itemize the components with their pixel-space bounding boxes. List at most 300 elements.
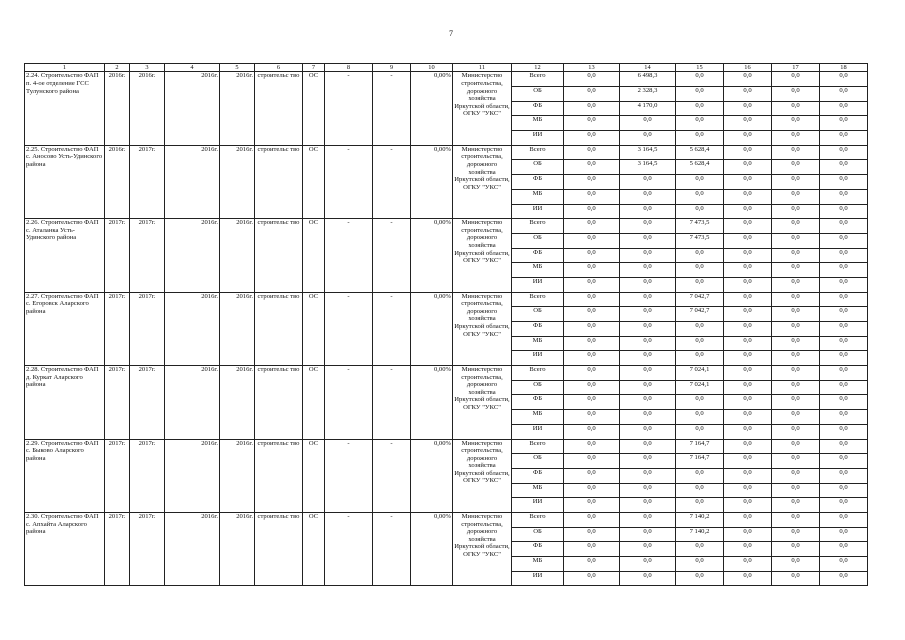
- funding-source: Всего: [512, 292, 564, 307]
- amount-cell: 0,0: [620, 527, 676, 542]
- amount-cell: 0,0: [724, 454, 772, 469]
- work-type: строительс тво: [255, 366, 303, 439]
- amount-cell: 0,0: [724, 263, 772, 278]
- readiness-percent: 0,00%: [411, 439, 453, 512]
- column-number-8: 8: [325, 64, 373, 72]
- amount-cell: 0,0: [772, 87, 820, 102]
- end-year: 2017г.: [130, 145, 165, 218]
- amount-cell: 6 498,3: [620, 72, 676, 87]
- amount-cell: 0,0: [676, 204, 724, 219]
- period-start: 2016г.: [165, 145, 220, 218]
- work-type: строительс тво: [255, 72, 303, 145]
- funding-source: ОБ: [512, 527, 564, 542]
- amount-cell: 0,0: [820, 145, 868, 160]
- funding-source: ФБ: [512, 468, 564, 483]
- amount-cell: 0,0: [620, 483, 676, 498]
- funding-source: ОБ: [512, 307, 564, 322]
- amount-cell: 0,0: [724, 101, 772, 116]
- amount-cell: 0,0: [620, 454, 676, 469]
- amount-cell: 0,0: [724, 351, 772, 366]
- amount-cell: 0,0: [772, 72, 820, 87]
- funding-source: ОБ: [512, 87, 564, 102]
- amount-cell: 0,0: [820, 292, 868, 307]
- period-start: 2016г.: [165, 72, 220, 145]
- amount-cell: 0,0: [724, 233, 772, 248]
- start-year: 2016г.: [105, 145, 130, 218]
- amount-cell: 0,0: [772, 189, 820, 204]
- end-year: 2017г.: [130, 219, 165, 292]
- amount-cell: 0,0: [820, 557, 868, 572]
- amount-cell: 0,0: [620, 175, 676, 190]
- start-year: 2017г.: [105, 292, 130, 365]
- amount-cell: 0,0: [564, 557, 620, 572]
- amount-cell: 0,0: [820, 219, 868, 234]
- amount-cell: 5 628,4: [676, 160, 724, 175]
- amount-cell: 0,0: [564, 233, 620, 248]
- amount-cell: 0,0: [564, 424, 620, 439]
- amount-cell: 0,0: [724, 395, 772, 410]
- executor: Министерство строительства, дорожного хозяйства Иркутской области, ОГКУ "УКС": [453, 219, 512, 292]
- program-table: [24, 63, 868, 586]
- amount-cell: 0,0: [820, 512, 868, 527]
- amount-cell: 0,0: [820, 248, 868, 263]
- amount-cell: 2 328,3: [620, 87, 676, 102]
- object-status: ОС: [303, 439, 325, 512]
- amount-cell: 0,0: [772, 307, 820, 322]
- amount-cell: 0,0: [772, 424, 820, 439]
- period-start: 2016г.: [165, 219, 220, 292]
- amount-cell: 0,0: [820, 571, 868, 586]
- table-row: [25, 512, 868, 527]
- amount-cell: 0,0: [820, 131, 868, 146]
- amount-cell: 0,0: [620, 263, 676, 278]
- amount-cell: 0,0: [772, 263, 820, 278]
- cell-col9: -: [373, 145, 411, 218]
- period-start: 2016г.: [165, 439, 220, 512]
- funding-source: ОБ: [512, 160, 564, 175]
- amount-cell: 0,0: [676, 277, 724, 292]
- amount-cell: 0,0: [820, 351, 868, 366]
- amount-cell: 0,0: [820, 483, 868, 498]
- amount-cell: 0,0: [772, 101, 820, 116]
- amount-cell: 0,0: [620, 571, 676, 586]
- amount-cell: 7 164,7: [676, 454, 724, 469]
- amount-cell: 0,0: [676, 189, 724, 204]
- funding-source: ИИ: [512, 204, 564, 219]
- table-row: [25, 72, 868, 87]
- funding-source: Всего: [512, 439, 564, 454]
- column-number-14: 14: [620, 64, 676, 72]
- funding-source: ИИ: [512, 351, 564, 366]
- amount-cell: 0,0: [676, 351, 724, 366]
- amount-cell: 0,0: [820, 468, 868, 483]
- funding-source: ОБ: [512, 454, 564, 469]
- amount-cell: 0,0: [676, 557, 724, 572]
- project-name: 2.27. Строительство ФАП с. Егоровск Аларского района: [25, 292, 105, 365]
- amount-cell: 0,0: [724, 248, 772, 263]
- column-number-row: [25, 64, 868, 72]
- amount-cell: 0,0: [820, 307, 868, 322]
- amount-cell: 0,0: [772, 160, 820, 175]
- amount-cell: 0,0: [772, 131, 820, 146]
- cell-col9: -: [373, 72, 411, 145]
- amount-cell: 0,0: [620, 512, 676, 527]
- amount-cell: 0,0: [820, 87, 868, 102]
- cell-col8: -: [325, 366, 373, 439]
- amount-cell: 0,0: [820, 366, 868, 381]
- amount-cell: 0,0: [820, 527, 868, 542]
- amount-cell: 0,0: [820, 380, 868, 395]
- amount-cell: 0,0: [724, 160, 772, 175]
- amount-cell: 0,0: [820, 233, 868, 248]
- amount-cell: 0,0: [620, 248, 676, 263]
- funding-source: Всего: [512, 512, 564, 527]
- amount-cell: 0,0: [724, 292, 772, 307]
- amount-cell: 0,0: [620, 468, 676, 483]
- amount-cell: 0,0: [620, 292, 676, 307]
- amount-cell: 0,0: [620, 351, 676, 366]
- amount-cell: 0,0: [772, 454, 820, 469]
- amount-cell: 7 140,2: [676, 512, 724, 527]
- funding-source: Всего: [512, 145, 564, 160]
- cell-col8: -: [325, 512, 373, 585]
- funding-source: ОБ: [512, 233, 564, 248]
- funding-source: МБ: [512, 189, 564, 204]
- amount-cell: 0,0: [676, 336, 724, 351]
- column-number-7: 7: [303, 64, 325, 72]
- amount-cell: 0,0: [772, 410, 820, 425]
- amount-cell: 7 024,1: [676, 366, 724, 381]
- cell-col9: -: [373, 366, 411, 439]
- funding-source: ИИ: [512, 277, 564, 292]
- amount-cell: 0,0: [820, 160, 868, 175]
- project-name: 2.30. Строительство ФАП с. Апхайта Аларского района: [25, 512, 105, 585]
- amount-cell: 0,0: [620, 542, 676, 557]
- amount-cell: 0,0: [564, 468, 620, 483]
- amount-cell: 0,0: [620, 380, 676, 395]
- amount-cell: 0,0: [676, 263, 724, 278]
- amount-cell: 0,0: [820, 101, 868, 116]
- amount-cell: 0,0: [772, 512, 820, 527]
- period-end: 2016г.: [220, 439, 255, 512]
- amount-cell: 0,0: [676, 116, 724, 131]
- executor: Министерство строительства, дорожного хозяйства Иркутской области, ОГКУ "УКС": [453, 292, 512, 365]
- amount-cell: 0,0: [724, 380, 772, 395]
- funding-source: ФБ: [512, 322, 564, 337]
- amount-cell: 0,0: [724, 322, 772, 337]
- readiness-percent: 0,00%: [411, 72, 453, 145]
- project-name: 2.28. Строительство ФАП д. Куркат Аларского района: [25, 366, 105, 439]
- amount-cell: 0,0: [724, 219, 772, 234]
- column-number-17: 17: [772, 64, 820, 72]
- amount-cell: 0,0: [676, 424, 724, 439]
- amount-cell: 0,0: [564, 512, 620, 527]
- amount-cell: 0,0: [620, 395, 676, 410]
- amount-cell: 0,0: [564, 498, 620, 513]
- period-start: 2016г.: [165, 512, 220, 585]
- period-start: 2016г.: [165, 366, 220, 439]
- amount-cell: 0,0: [564, 322, 620, 337]
- amount-cell: 5 628,4: [676, 145, 724, 160]
- object-status: ОС: [303, 145, 325, 218]
- end-year: 2017г.: [130, 439, 165, 512]
- amount-cell: 0,0: [676, 410, 724, 425]
- amount-cell: 0,0: [564, 307, 620, 322]
- amount-cell: 0,0: [724, 116, 772, 131]
- work-type: строительс тво: [255, 292, 303, 365]
- amount-cell: 0,0: [772, 380, 820, 395]
- funding-source: ИИ: [512, 131, 564, 146]
- amount-cell: 0,0: [564, 116, 620, 131]
- amount-cell: 0,0: [724, 72, 772, 87]
- amount-cell: 0,0: [820, 322, 868, 337]
- amount-cell: 0,0: [564, 219, 620, 234]
- work-type: строительс тво: [255, 512, 303, 585]
- period-end: 2016г.: [220, 366, 255, 439]
- end-year: 2016г.: [130, 72, 165, 145]
- column-number-10: 10: [411, 64, 453, 72]
- work-type: строительс тво: [255, 439, 303, 512]
- amount-cell: 0,0: [772, 248, 820, 263]
- funding-source: ФБ: [512, 248, 564, 263]
- amount-cell: 7 042,7: [676, 307, 724, 322]
- amount-cell: 4 170,0: [620, 101, 676, 116]
- amount-cell: 0,0: [772, 366, 820, 381]
- executor: Министерство строительства, дорожного хозяйства Иркутской области, ОГКУ "УКС": [453, 439, 512, 512]
- table-row: [25, 145, 868, 160]
- amount-cell: 0,0: [724, 468, 772, 483]
- executor: Министерство строительства, дорожного хозяйства Иркутской области, ОГКУ "УКС": [453, 512, 512, 585]
- amount-cell: 0,0: [772, 277, 820, 292]
- amount-cell: 0,0: [820, 189, 868, 204]
- amount-cell: 0,0: [564, 336, 620, 351]
- amount-cell: 0,0: [676, 248, 724, 263]
- amount-cell: 0,0: [772, 145, 820, 160]
- amount-cell: 0,0: [564, 175, 620, 190]
- table-row: [25, 219, 868, 234]
- amount-cell: 0,0: [620, 233, 676, 248]
- amount-cell: 0,0: [564, 248, 620, 263]
- amount-cell: 0,0: [772, 322, 820, 337]
- amount-cell: 0,0: [564, 160, 620, 175]
- project-name: 2.24. Строительство ФАП п. 4-ое отделение ГСС Тулунского района: [25, 72, 105, 145]
- amount-cell: 0,0: [620, 219, 676, 234]
- funding-source: МБ: [512, 483, 564, 498]
- object-status: ОС: [303, 72, 325, 145]
- amount-cell: 0,0: [772, 498, 820, 513]
- start-year: 2017г.: [105, 366, 130, 439]
- project-name: 2.29. Строительство ФАП с. Быково Аларского района: [25, 439, 105, 512]
- amount-cell: 0,0: [676, 468, 724, 483]
- amount-cell: 0,0: [564, 204, 620, 219]
- amount-cell: 0,0: [620, 557, 676, 572]
- amount-cell: 0,0: [620, 366, 676, 381]
- column-number-11: 11: [453, 64, 512, 72]
- amount-cell: 0,0: [620, 204, 676, 219]
- amount-cell: 0,0: [620, 439, 676, 454]
- amount-cell: 0,0: [724, 527, 772, 542]
- cell-col8: -: [325, 219, 373, 292]
- funding-source: Всего: [512, 219, 564, 234]
- amount-cell: 0,0: [564, 263, 620, 278]
- amount-cell: 7 042,7: [676, 292, 724, 307]
- amount-cell: 0,0: [564, 483, 620, 498]
- cell-col8: -: [325, 72, 373, 145]
- amount-cell: 0,0: [676, 571, 724, 586]
- readiness-percent: 0,00%: [411, 145, 453, 218]
- amount-cell: 0,0: [676, 483, 724, 498]
- amount-cell: 0,0: [772, 204, 820, 219]
- column-number-9: 9: [373, 64, 411, 72]
- amount-cell: 0,0: [724, 175, 772, 190]
- amount-cell: 0,0: [772, 483, 820, 498]
- funding-source: МБ: [512, 410, 564, 425]
- amount-cell: 0,0: [676, 131, 724, 146]
- amount-cell: 0,0: [820, 336, 868, 351]
- amount-cell: 0,0: [724, 366, 772, 381]
- funding-source: Всего: [512, 72, 564, 87]
- start-year: 2017г.: [105, 512, 130, 585]
- executor: Министерство строительства, дорожного хозяйства Иркутской области, ОГКУ "УКС": [453, 72, 512, 145]
- cell-col9: -: [373, 292, 411, 365]
- cell-col9: -: [373, 439, 411, 512]
- amount-cell: 0,0: [564, 395, 620, 410]
- amount-cell: 0,0: [772, 468, 820, 483]
- cell-col9: -: [373, 512, 411, 585]
- cell-col8: -: [325, 439, 373, 512]
- amount-cell: 0,0: [820, 116, 868, 131]
- amount-cell: 3 164,5: [620, 160, 676, 175]
- amount-cell: 0,0: [820, 439, 868, 454]
- executor: Министерство строительства, дорожного хозяйства Иркутской области, ОГКУ "УКС": [453, 366, 512, 439]
- amount-cell: 0,0: [724, 498, 772, 513]
- amount-cell: 7 473,5: [676, 233, 724, 248]
- amount-cell: 7 140,2: [676, 527, 724, 542]
- amount-cell: 0,0: [724, 483, 772, 498]
- amount-cell: 0,0: [772, 336, 820, 351]
- amount-cell: 0,0: [820, 277, 868, 292]
- funding-source: МБ: [512, 336, 564, 351]
- work-type: строительс тво: [255, 145, 303, 218]
- amount-cell: 0,0: [676, 542, 724, 557]
- amount-cell: 0,0: [564, 87, 620, 102]
- amount-cell: 0,0: [564, 380, 620, 395]
- period-end: 2016г.: [220, 145, 255, 218]
- amount-cell: 0,0: [564, 292, 620, 307]
- amount-cell: 0,0: [620, 336, 676, 351]
- column-number-15: 15: [676, 64, 724, 72]
- amount-cell: 0,0: [724, 189, 772, 204]
- period-end: 2016г.: [220, 292, 255, 365]
- amount-cell: 0,0: [820, 542, 868, 557]
- amount-cell: 0,0: [772, 395, 820, 410]
- cell-col8: -: [325, 145, 373, 218]
- amount-cell: 0,0: [820, 175, 868, 190]
- amount-cell: 0,0: [820, 454, 868, 469]
- period-end: 2016г.: [220, 219, 255, 292]
- amount-cell: 0,0: [676, 322, 724, 337]
- amount-cell: 0,0: [564, 527, 620, 542]
- amount-cell: 0,0: [676, 395, 724, 410]
- object-status: ОС: [303, 366, 325, 439]
- amount-cell: 0,0: [564, 189, 620, 204]
- amount-cell: 0,0: [724, 87, 772, 102]
- amount-cell: 0,0: [820, 72, 868, 87]
- funding-source: ФБ: [512, 175, 564, 190]
- amount-cell: 0,0: [820, 410, 868, 425]
- work-type: строительс тво: [255, 219, 303, 292]
- amount-cell: 0,0: [620, 307, 676, 322]
- table-row: [25, 439, 868, 454]
- funding-source: ИИ: [512, 424, 564, 439]
- amount-cell: 0,0: [564, 542, 620, 557]
- readiness-percent: 0,00%: [411, 366, 453, 439]
- cell-col8: -: [325, 292, 373, 365]
- funding-source: МБ: [512, 557, 564, 572]
- amount-cell: 7 024,1: [676, 380, 724, 395]
- amount-cell: 0,0: [724, 204, 772, 219]
- amount-cell: 0,0: [820, 395, 868, 410]
- amount-cell: 0,0: [772, 351, 820, 366]
- amount-cell: 0,0: [564, 410, 620, 425]
- amount-cell: 0,0: [564, 131, 620, 146]
- readiness-percent: 0,00%: [411, 292, 453, 365]
- amount-cell: 0,0: [676, 72, 724, 87]
- column-number-18: 18: [820, 64, 868, 72]
- amount-cell: 0,0: [772, 116, 820, 131]
- amount-cell: 7 164,7: [676, 439, 724, 454]
- amount-cell: 0,0: [564, 101, 620, 116]
- amount-cell: 0,0: [620, 277, 676, 292]
- amount-cell: 0,0: [620, 116, 676, 131]
- amount-cell: 0,0: [772, 527, 820, 542]
- amount-cell: 0,0: [724, 512, 772, 527]
- start-year: 2017г.: [105, 219, 130, 292]
- funding-source: ИИ: [512, 498, 564, 513]
- project-name: 2.26. Строительство ФАП с. Аталанка Усть-Удинского района: [25, 219, 105, 292]
- funding-source: МБ: [512, 116, 564, 131]
- amount-cell: 0,0: [724, 277, 772, 292]
- amount-cell: 0,0: [564, 351, 620, 366]
- amount-cell: 0,0: [620, 322, 676, 337]
- column-number-3: 3: [130, 64, 165, 72]
- amount-cell: 0,0: [820, 424, 868, 439]
- start-year: 2016г.: [105, 72, 130, 145]
- amount-cell: 0,0: [772, 542, 820, 557]
- amount-cell: 0,0: [724, 439, 772, 454]
- funding-source: МБ: [512, 263, 564, 278]
- amount-cell: 0,0: [772, 439, 820, 454]
- amount-cell: 7 473,5: [676, 219, 724, 234]
- object-status: ОС: [303, 292, 325, 365]
- amount-cell: 0,0: [724, 542, 772, 557]
- amount-cell: 0,0: [620, 424, 676, 439]
- amount-cell: 0,0: [724, 145, 772, 160]
- project-name: 2.25. Строительство ФАП с. Аносово Усть-Удинского района: [25, 145, 105, 218]
- column-number-12: 12: [512, 64, 564, 72]
- funding-source: ФБ: [512, 101, 564, 116]
- period-start: 2016г.: [165, 292, 220, 365]
- table-row: [25, 292, 868, 307]
- amount-cell: 0,0: [620, 189, 676, 204]
- amount-cell: 0,0: [564, 72, 620, 87]
- amount-cell: 0,0: [620, 131, 676, 146]
- table-body: [25, 72, 868, 586]
- executor: Министерство строительства, дорожного хозяйства Иркутской области, ОГКУ "УКС": [453, 145, 512, 218]
- object-status: ОС: [303, 219, 325, 292]
- amount-cell: 0,0: [564, 454, 620, 469]
- end-year: 2017г.: [130, 292, 165, 365]
